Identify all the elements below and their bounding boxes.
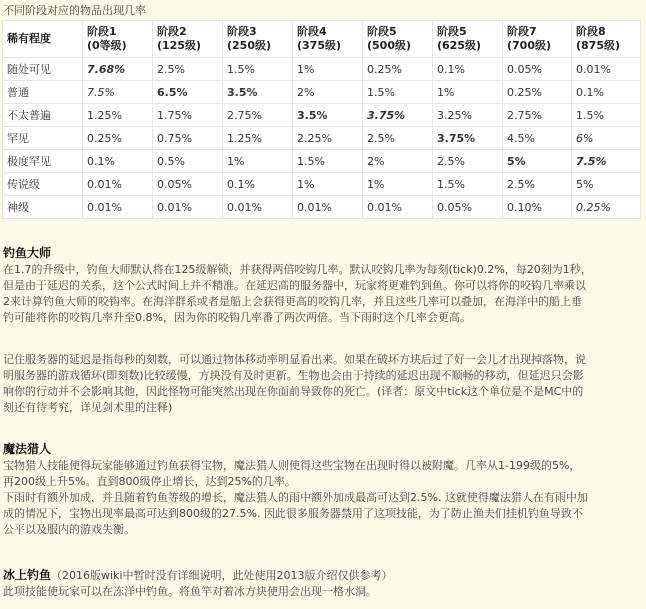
- probability-cell: 1.5%: [363, 81, 433, 104]
- probability-cell: 0.25%: [572, 196, 641, 219]
- probability-cell: 7.68%: [83, 58, 153, 81]
- probability-cell: 1.5%: [223, 58, 293, 81]
- table-row: [3, 104, 641, 127]
- header-stage: 阶段4 (375级): [293, 21, 363, 58]
- probability-cell: 1%: [223, 150, 293, 173]
- probability-cell: 3.75%: [363, 104, 433, 127]
- probability-cell: 0.25%: [363, 58, 433, 81]
- probability-cell: 0.05%: [153, 173, 223, 196]
- probability-cell: 4.5%: [503, 127, 572, 150]
- table-body: [3, 58, 641, 219]
- probability-cell: 0.1%: [433, 58, 503, 81]
- probability-cell: 1%: [293, 173, 363, 196]
- rarity-label: 随处可见: [3, 58, 83, 81]
- text-line: 在1.7的升级中，钓鱼大师默认将在125级解锁，并获得两倍咬钩几率。默认咬钩几率为每刻(tick)0.2%，每20刻为1秒，: [3, 263, 592, 276]
- probability-cell: 0.01%: [83, 196, 153, 219]
- table-row: [3, 196, 641, 219]
- section-title-magic-hunter: 魔法猎人: [3, 442, 52, 456]
- probability-cell: 0.05%: [433, 196, 503, 219]
- table-row: [3, 58, 641, 81]
- rarity-label: 不太普遍: [3, 104, 83, 127]
- probability-cell: 1.25%: [83, 104, 153, 127]
- ice-fishing-title: 冰上钓鱼: [3, 568, 52, 582]
- probability-cell: 3.75%: [433, 127, 503, 150]
- probability-cell: 3.5%: [223, 81, 293, 104]
- probability-cell: 2.5%: [153, 58, 223, 81]
- section-title-fishing-master: 钓鱼大师: [3, 246, 52, 260]
- text-line: 成的情况下，宝物出现率最高可达到800级的27.5%. 因此很多服务器禁用了这项技能，为了防止渔夫们挂机钓鱼导致不: [3, 507, 583, 520]
- rarity-label: 极度罕见: [3, 150, 83, 173]
- probability-cell: 1.5%: [293, 150, 363, 173]
- header-stage: 阶段7 (700级): [503, 21, 572, 58]
- probability-cell: 1%: [293, 58, 363, 81]
- probability-cell: 0.05%: [503, 58, 572, 81]
- probability-cell: 6.5%: [153, 81, 223, 104]
- probability-cell: 2%: [363, 150, 433, 173]
- probability-cell: 1%: [363, 173, 433, 196]
- probability-cell: 2.5%: [503, 173, 572, 196]
- magic-hunter-paragraph: [3, 458, 643, 538]
- probability-cell: 1.25%: [223, 127, 293, 150]
- probability-cell: 2.5%: [433, 150, 503, 173]
- fishing-master-paragraph-1: [3, 262, 643, 326]
- rarity-label: 神级: [3, 196, 83, 219]
- text-line: 明服务器的游戏循环(即刻数)比较缓慢，方块没有及时更新。生物也会由于持续的延迟出现不顺畅的移动，但延迟只会影: [3, 369, 584, 382]
- header-stage: 阶段1 (0等级): [83, 21, 153, 58]
- text-line: 刻还有待考究，详见剑术里的注释): [3, 401, 173, 414]
- header-stage: 阶段5 (625级): [433, 21, 503, 58]
- probability-cell: 3.5%: [293, 104, 363, 127]
- text-line: 但是由于延迟的关系，这个公式时间上并不精准。在延迟高的服务器中，玩家将更难钓到鱼。你可以将你的咬钩几率乘以: [3, 279, 586, 292]
- probability-cell: 3.25%: [433, 104, 503, 127]
- probability-cell: 0.25%: [83, 127, 153, 150]
- text-line: 下雨时有额外加成，并且随着钓鱼等级的增长，魔法猎人的雨中额外加成最高可达到2.5%. 这就使得魔法猎人在有雨中加: [3, 491, 588, 504]
- probability-cell: 2.25%: [293, 127, 363, 150]
- rarity-label: 传说级: [3, 173, 83, 196]
- header-rarity: 稀有程度: [3, 21, 83, 58]
- probability-cell: 0.01%: [572, 58, 641, 81]
- header-stage: 阶段5 (500级): [363, 21, 433, 58]
- probability-cell: 0.1%: [83, 150, 153, 173]
- table-row: [3, 81, 641, 104]
- header-stage: 阶段2 (125级): [153, 21, 223, 58]
- probability-cell: 0.01%: [363, 196, 433, 219]
- probability-cell: 1.75%: [153, 104, 223, 127]
- probability-cell: 0.1%: [572, 81, 641, 104]
- text-line: 2来计算钓鱼大师的咬钩率。在海洋群系或者是船上会获得更高的咬钩几率，并且这些几率可以叠加，在海洋中的船上垂: [3, 295, 582, 308]
- probability-cell: 2%: [293, 81, 363, 104]
- probability-cell: 0.75%: [153, 127, 223, 150]
- table-caption: 不同阶段对应的物品出现几率: [3, 4, 146, 17]
- rarity-label: 罕见: [3, 127, 83, 150]
- probability-cell: 0.1%: [223, 173, 293, 196]
- text-line: 再200级上升5%。直到800级停止增长，达到25%的几率。: [3, 475, 296, 488]
- table-row: [3, 173, 641, 196]
- text-line: 记住服务器的延迟是指每秒的刻数，可以通过物体移动率明显看出来。如果在破坏方块后过了好一会儿才出现掉落物，说: [3, 353, 586, 366]
- table-row: [3, 127, 641, 150]
- probability-cell: 1.5%: [572, 104, 641, 127]
- ice-fishing-note: （2016版wiki中暂时没有详细说明，此处使用2013版介绍仅供参考）: [51, 569, 393, 582]
- text-line: 钓可能将你的咬钩几率升至0.8%，因为你的咬钩几率番了两次两倍。当下雨时这个几率会更高。: [3, 311, 471, 324]
- rarity-label: 普通: [3, 81, 83, 104]
- probability-cell: 2.75%: [223, 104, 293, 127]
- text-line: 宝物猎人技能使得玩家能够通过钓鱼获得宝物，魔法猎人则使得这些宝物在出现时得以被附魔。几率从1-199级的5%，: [3, 459, 581, 472]
- probability-cell: 5%: [503, 150, 572, 173]
- table-row: [3, 150, 641, 173]
- probability-cell: 0.25%: [503, 81, 572, 104]
- header-stage: 阶段3 (250级): [223, 21, 293, 58]
- probability-cell: 2.5%: [363, 127, 433, 150]
- probability-cell: 7.5%: [83, 81, 153, 104]
- probability-cell: 6%: [572, 127, 641, 150]
- probability-cell: 0.01%: [83, 173, 153, 196]
- fishing-master-paragraph-2: [3, 352, 643, 416]
- probability-cell: 1%: [433, 81, 503, 104]
- text-line: 公平以及服内的游戏失衡。: [3, 523, 135, 536]
- probability-cell: 7.5%: [572, 150, 641, 173]
- header-stage: 阶段8 (875级): [572, 21, 641, 58]
- probability-cell: 2.75%: [503, 104, 572, 127]
- probability-cell: 0.01%: [293, 196, 363, 219]
- probability-cell: 0.01%: [223, 196, 293, 219]
- probability-cell: 0.5%: [153, 150, 223, 173]
- ice-fishing-paragraph: [3, 584, 643, 600]
- probability-cell: 5%: [572, 173, 641, 196]
- text-line: 响你的行动并不会影响其他，因此怪物可能突然出现在你面前导致你的死亡。(译者：原文中tick这个单位是不是MC中的: [3, 385, 584, 398]
- text-line: 此项技能使玩家可以在冻洋中钓鱼。将鱼竿对着冰方块使用会出现一格水洞。: [3, 585, 377, 598]
- probability-cell: 0.01%: [153, 196, 223, 219]
- rarity-table: [2, 20, 641, 219]
- probability-cell: 1.5%: [433, 173, 503, 196]
- section-title-ice-fishing: [3, 566, 392, 583]
- table-header-row: [3, 21, 641, 58]
- probability-cell: 0.10%: [503, 196, 572, 219]
